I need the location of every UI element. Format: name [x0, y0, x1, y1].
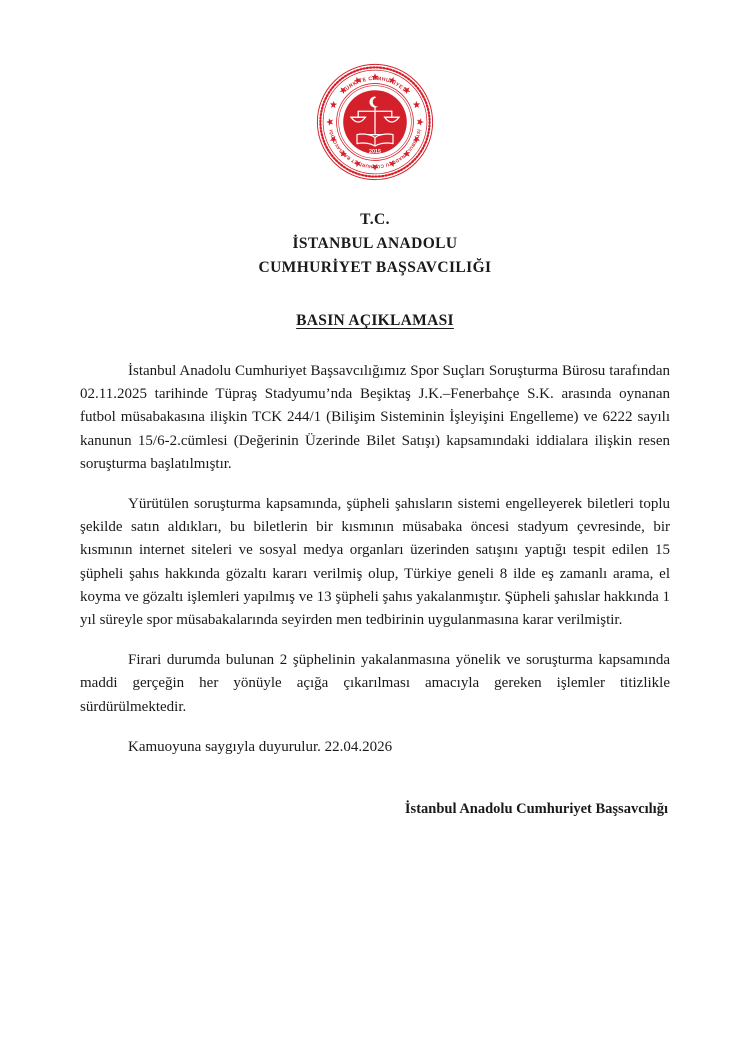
paragraph-2: Yürütülen soruşturma kapsamında, şüpheli şahısların sistemi engelleyerek biletleri toplu şekilde satın aldıkları, bu biletlerin bir kısmının müsabaka öncesi stadyum çevresinde, bir kısmının internet siteleri ve sosyal medya organları üzerinden satışını yaptığı tespit edilen 15 şüpheli şahıs hakkında gözaltı kararı verilmiş olup, Türkiye geneli 8 ilde eş zamanlı arama, el koyma ve gözaltı işlemleri yapılmış ve 13 şüpheli şahıs yakalanmıştır. Şüpheli şahıslar hakkında 1 yıl süreyle spor müsabakalarında seyirden men tedbirinin uygulanmasına karar verilmiştir. — [80, 496, 670, 629]
republic-of-turkey-prosecutor-seal-icon — [315, 62, 435, 182]
paragraph-3: Firari durumda bulunan 2 şüphelinin yakalanmasına yönelik ve soruşturma kapsamında maddi gerçeğin her yönüyle açığa çıkarılması amacıyla gereken işlemler titizlikle sürdürülmektedir. — [80, 652, 670, 715]
header-line-2: İSTANBUL ANADOLU — [292, 235, 458, 252]
seal-year-text: 2015 — [369, 149, 381, 156]
paragraph-1: İstanbul Anadolu Cumhuriyet Başsavcılığımız Spor Suçları Soruşturma Bürosu tarafından 02.11.2025 tarihinde Tüpraş Stadyumu’nda Beşiktaş J.K.–Fenerbahçe S.K. arasında oynanan futbol müsabakasına ilişkin TCK 244/1 (Bilişim Sisteminin İşleyişini Engelleme) ve 6222 sayılı kanunun 15/6-2.cümlesi (Değerinin Üzerinde Bilet Satışı) kapsamındaki iddialara ilişkin resen soruşturma başlatılmıştır. — [80, 363, 670, 472]
seal-bottom-text: İSTANBUL ANADOLU CUMHURİYET BAŞSAVCILIĞI — [328, 128, 422, 170]
document-body — [80, 330, 670, 818]
header-line-1: T.C. — [360, 211, 390, 228]
emblem-container — [0, 0, 750, 182]
header-line-3: CUMHURİYET BAŞSAVCILIĞI — [258, 259, 492, 276]
seal-top-text: TÜRKİYE CUMHURİYETİ — [341, 75, 409, 95]
signature-block: İstanbul Anadolu Cumhuriyet Başsavcılığı — [404, 801, 668, 818]
page-title — [0, 312, 750, 330]
document-header — [0, 208, 750, 280]
closing-line: Kamuoyuna saygıyla duyurulur. 22.04.2026 — [128, 738, 393, 755]
page-title-text: BASIN AÇIKLAMASI — [296, 312, 454, 329]
